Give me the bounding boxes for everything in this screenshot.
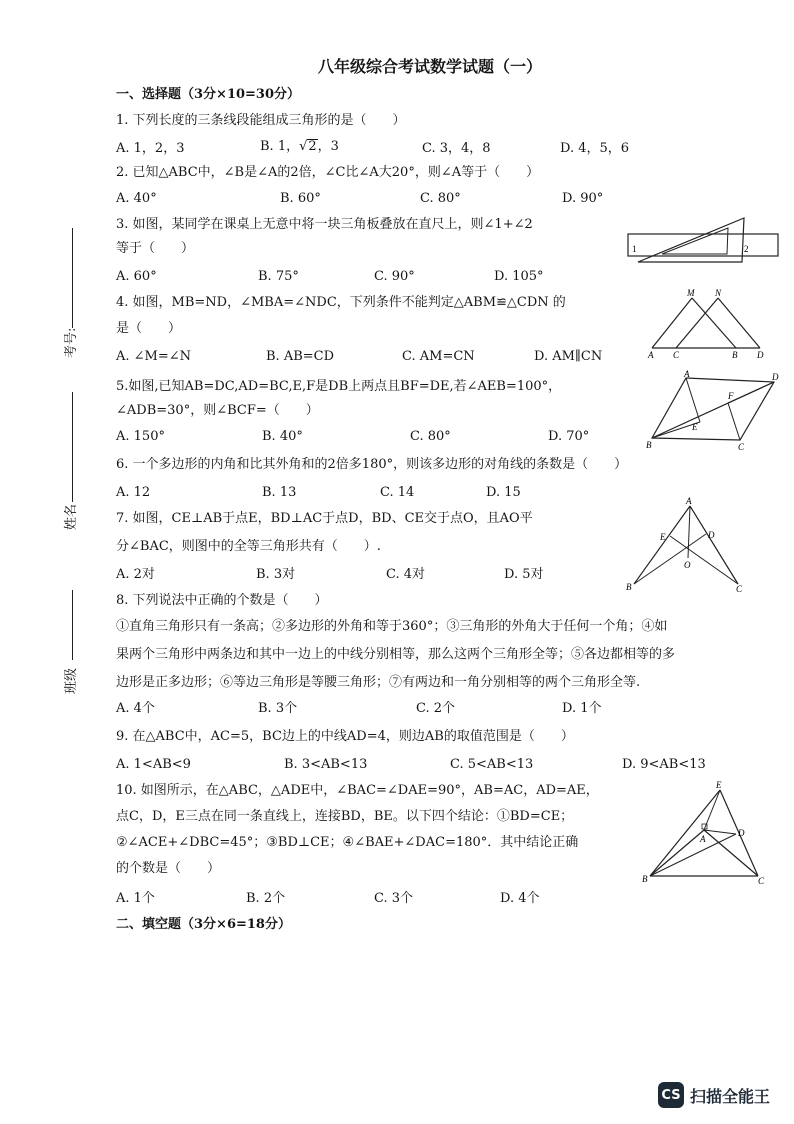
q10-label-c: C	[758, 876, 765, 886]
q6-option-c: C. 14	[380, 485, 415, 500]
q4-option-a: A. ∠M=∠N	[116, 349, 192, 364]
q4-segment-mb	[692, 298, 736, 348]
q3-option-c: C. 90°	[374, 269, 415, 284]
q6-option-d: D. 15	[486, 485, 521, 500]
q5-figure	[644, 368, 782, 452]
q7-segment-ab	[634, 506, 690, 584]
q7-segment-ac	[690, 506, 738, 584]
q3-stem-line2: 等于（ ）	[116, 241, 195, 256]
page-title: 八年级综合考试数学试题（一）	[318, 57, 543, 76]
q9-option-b: B. 3<AB<13	[284, 757, 368, 772]
q1-option-c: C. 3，4，8	[422, 141, 491, 156]
q1-option-a: A. 1，2，3	[116, 141, 185, 156]
q10-stem-line4: 的个数是（ ）	[116, 861, 221, 876]
q8-option-a: A. 4个	[116, 701, 155, 716]
q8-statements-line3: 边形是正多边形；⑥等边三角形是等腰三角形；⑦有两边和一角分别相等的两个三角形全等.	[116, 675, 641, 690]
q5-label-b: B	[646, 440, 652, 450]
q4-stem-line2: 是（ ）	[116, 321, 182, 336]
q3-figure	[624, 212, 782, 272]
q7-label-e: E	[660, 532, 666, 542]
q4-stem-line1: 4. 如图，MB=ND，∠MBA=∠NDC，下列条件不能判定△ABM≌△CDN 的	[116, 295, 566, 310]
q5-option-b: B. 40°	[262, 429, 303, 444]
q7-label-c: C	[736, 584, 743, 594]
q10-stem-line3: ②∠ACE+∠DBC=45°；③BD⊥CE；④∠BAE+∠DAC=180°．其中结论正确	[116, 835, 579, 850]
q7-label-d: D	[708, 530, 715, 540]
q8-option-d: D. 1个	[562, 701, 602, 716]
q4-segment-am	[652, 298, 692, 348]
q7-option-a: A. 2对	[116, 567, 155, 582]
side-label-class: 班级	[64, 667, 79, 694]
q7-segment-bd	[634, 534, 706, 584]
q7-segment-ce	[670, 536, 738, 584]
q9-option-d: D. 9<AB<13	[622, 757, 706, 772]
q9-option-c: C. 5<AB<13	[450, 757, 534, 772]
q3-set-square-inner	[662, 228, 728, 254]
q10-label-d: D	[738, 828, 745, 838]
q6-option-b: B. 13	[262, 485, 297, 500]
q4-label-a: A	[648, 350, 654, 360]
q1-stem: 1. 下列长度的三条线段能组成三角形的是（ ）	[116, 113, 406, 128]
q3-label-2: 2	[744, 244, 749, 254]
q5-segment-df	[728, 382, 774, 403]
name-line	[72, 392, 73, 502]
q2-option-a: A. 40°	[116, 191, 157, 206]
q7-label-o: O	[684, 560, 691, 570]
q3-option-a: A. 60°	[116, 269, 157, 284]
q6-option-a: A. 12	[116, 485, 151, 500]
q4-label-n: N	[715, 288, 722, 298]
q10-stem-line1: 10. 如图所示，在△ABC，△ADE中，∠BAC=∠DAE=90°，AB=AC，AD=AE，	[116, 783, 599, 798]
q10-stem-line2: 点C，D，E三点在同一条直线上，连接BD，BE。以下四个结论：①BD=CE；	[116, 809, 574, 824]
scanner-app-name: 扫描全能王	[690, 1086, 771, 1106]
q1-sqrt-value: 2	[308, 139, 317, 154]
q5-label-a: A	[684, 369, 690, 379]
q5-stem-line2: ∠ADB=30°，则∠BCF=（ ）	[116, 403, 319, 418]
q2-option-c: C. 80°	[420, 191, 461, 206]
q4-label-b: B	[732, 350, 738, 360]
q10-option-d: D. 4个	[500, 891, 540, 906]
q10-figure	[640, 778, 770, 888]
q4-segment-nd	[718, 298, 760, 348]
q10-segment-eb	[650, 790, 720, 876]
q5-parallelogram	[652, 378, 774, 440]
q5-label-d: D	[772, 372, 779, 382]
section-2-heading: 二、填空题（3分×6=18分）	[116, 917, 291, 932]
q5-segment-cf	[728, 403, 740, 440]
section-1-heading: 一、选择题（3分×10=30分）	[116, 87, 301, 102]
q8-stem: 8. 下列说法中正确的个数是（ ）	[116, 593, 328, 608]
q1-option-b-tail: ，3	[317, 139, 339, 154]
exam-no-line	[72, 228, 73, 328]
q7-stem-line1: 7. 如图，CE⊥AB于点E，BD⊥AC于点D，BD、CE交于点O，且AO平	[116, 511, 533, 526]
q1-option-b	[260, 138, 339, 156]
q4-option-c: C. AM=CN	[402, 349, 475, 364]
q3-ruler	[628, 234, 778, 256]
q9-option-a: A. 1<AB<9	[116, 757, 191, 772]
q3-label-1: 1	[632, 244, 637, 254]
q7-option-d: D. 5对	[504, 567, 544, 582]
q5-label-e: E	[692, 422, 698, 432]
q8-statements-line1: ①直角三角形只有一条高；②多边形的外角和等于360°；③三角形的外角大于任何一个角；④如	[116, 619, 668, 634]
q10-segment-bd	[650, 834, 736, 876]
q7-stem-line2: 分∠BAC，则图中的全等三角形共有（ ）.	[116, 539, 381, 554]
class-line	[72, 590, 73, 660]
q2-option-b: B. 60°	[280, 191, 321, 206]
q10-label-e: E	[716, 780, 722, 790]
q3-set-square	[638, 218, 744, 262]
q4-label-m: M	[687, 288, 695, 298]
q4-option-b: B. AB=CD	[266, 349, 335, 364]
q5-option-d: D. 70°	[548, 429, 590, 444]
q5-label-c: C	[738, 442, 745, 452]
q4-label-d: D	[757, 350, 764, 360]
q3-option-b: B. 75°	[258, 269, 299, 284]
q5-label-f: F	[728, 391, 734, 401]
q5-option-a: A. 150°	[116, 429, 165, 444]
q7-label-b: B	[626, 582, 632, 592]
q4-label-c: C	[673, 350, 680, 360]
q7-label-a: A	[686, 496, 692, 506]
q2-stem: 2. 已知△ABC中，∠B是∠A的2倍，∠C比∠A大20°，则∠A等于（ ）	[116, 165, 540, 180]
side-label-exam-no: 考号:	[64, 327, 79, 358]
q2-option-d: D. 90°	[562, 191, 604, 206]
scanner-watermark	[658, 1082, 770, 1108]
q7-option-b: B. 3对	[256, 567, 296, 582]
q10-segment-ab	[650, 830, 704, 876]
q5-option-c: C. 80°	[410, 429, 451, 444]
q4-figure	[642, 286, 772, 360]
q8-statements-line2: 果两个三角形中两条边和其中一边上的中线分别相等，那么这两个三角形全等；⑤各边都相等的多	[116, 647, 676, 662]
q6-stem: 6. 一个多边形的内角和比其外角和的2倍多180°，则该多边形的对角线的条数是（ ）	[116, 457, 628, 472]
q7-option-c: C. 4对	[386, 567, 426, 582]
q3-stem-line1: 3. 如图，某同学在课桌上无意中将一块三角板叠放在直尺上，则∠1+∠2	[116, 217, 533, 232]
q9-stem: 9. 在△ABC中，AC=5，BC边上的中线AD=4，则边AB的取值范围是（ ）	[116, 729, 574, 744]
q4-option-d: D. AM∥CN	[534, 349, 603, 364]
sqrt-sign: √	[299, 139, 308, 154]
q10-label-a: A	[700, 834, 706, 844]
q1-option-d: D. 4，5，6	[560, 141, 630, 156]
q5-segment-ae	[686, 378, 700, 422]
q1-option-b-head: B. 1，	[260, 139, 300, 154]
q3-option-d: D. 105°	[494, 269, 544, 284]
q7-figure	[624, 496, 744, 594]
q10-option-c: C. 3个	[374, 891, 414, 906]
q8-option-b: B. 3个	[258, 701, 298, 716]
q10-label-b: B	[642, 874, 648, 884]
q8-option-c: C. 2个	[416, 701, 456, 716]
q5-stem-line1: 5.如图,已知AB=DC,AD=BC,E,F是DB上两点且BF=DE,若∠AEB=100°，	[116, 379, 562, 394]
side-label-name: 姓名	[64, 503, 79, 530]
q4-segment-cn	[676, 298, 718, 348]
q10-option-a: A. 1个	[116, 891, 155, 906]
camscanner-logo-icon: CS	[658, 1082, 684, 1108]
q10-option-b: B. 2个	[246, 891, 286, 906]
